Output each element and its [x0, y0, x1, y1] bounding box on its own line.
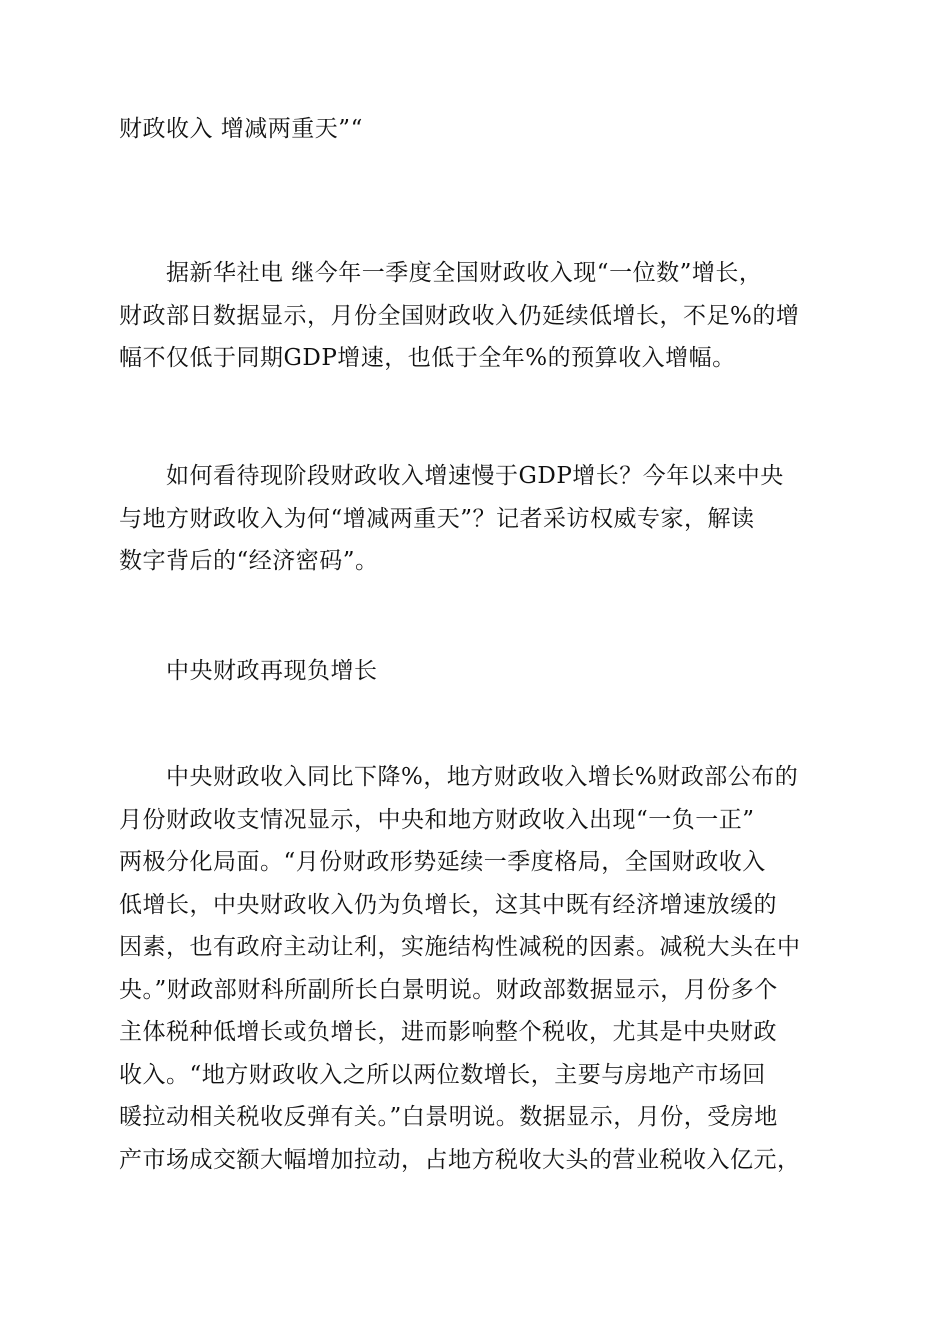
- paragraph-line: 央。”财政部财科所副所长白景明说。财政部数据显示，月份多个: [119, 976, 778, 1003]
- paragraph-intro: [119, 252, 837, 380]
- document-title: [119, 108, 837, 151]
- paragraph-line: 低增长，中央财政收入仍为负增长，这其中既有经济增速放缓的: [119, 891, 777, 918]
- paragraph-line: 与地方财政收入为何“增减两重天”？记者采访权威专家，解读: [119, 505, 755, 532]
- paragraph-line: 中央财政收入同比下降%，地方财政收入增长%财政部公布的: [166, 764, 799, 790]
- paragraph-question: [119, 455, 837, 583]
- paragraph-line: 因素，也有政府主动让利，实施结构性减税的因素。减税大头在中: [119, 934, 801, 960]
- paragraph-line: 产市场成交额大幅增加拉动，占地方税收大头的营业税收入亿元，: [119, 1146, 801, 1173]
- paragraph-line: 财政部日数据显示，月份全国财政收入仍延续低增长，不足%的增: [119, 302, 800, 329]
- paragraph-line: 暖拉动相关税收反弹有关。”白景明说。数据显示，月份，受房地: [119, 1104, 778, 1130]
- paragraph-line: 月份财政收支情况显示，中央和地方财政收入出现“一负一正”: [119, 806, 755, 833]
- section-heading-text: 中央财政再现负增长: [166, 658, 378, 684]
- paragraph-line: 两极分化局面。“月份财政形势延续一季度格局，全国财政收入: [119, 849, 766, 875]
- paragraph-line: 如何看待现阶段财政收入增速慢于GDP增长？今年以来中央: [166, 463, 784, 489]
- paragraph-line: 幅不仅低于同期GDP增速，也低于全年%的预算收入增幅。: [119, 345, 736, 371]
- paragraph-line: 据新华社电 继今年一季度全国财政收入现“一位数”增长，: [166, 260, 763, 286]
- paragraph-line: 收入。“地方财政收入之所以两位数增长，主要与房地产市场回: [119, 1061, 766, 1088]
- paragraph-body: [119, 756, 837, 1181]
- title-text: 财政收入 增减两重天”“: [119, 116, 363, 142]
- section-heading: [119, 650, 837, 693]
- paragraph-line: 数字背后的“经济密码”。: [119, 548, 379, 574]
- paragraph-line: 主体税种低增长或负增长，进而影响整个税收，尤其是中央财政: [119, 1019, 777, 1045]
